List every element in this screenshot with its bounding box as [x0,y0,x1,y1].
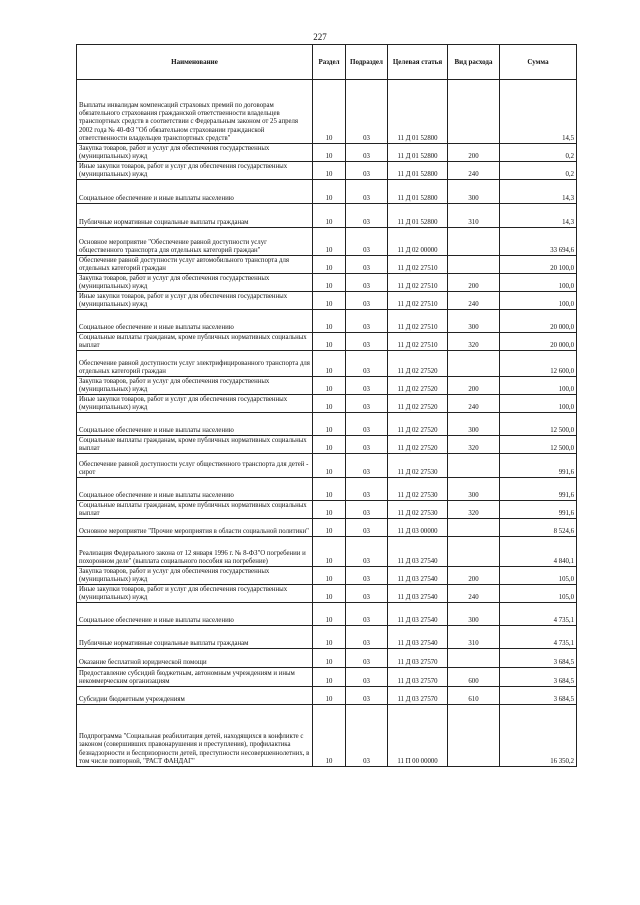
cell-target: 11 Д 03 00000 [388,519,448,537]
cell-subsection: 03 [346,687,388,705]
table-row [77,180,577,204]
cell-subsection: 03 [346,626,388,649]
cell-expense-type [448,537,500,567]
header-section: Раздел [313,45,346,80]
cell-name: Обеспечение равной доступности услуг общественного транспорта для детей - сирот [77,454,313,478]
cell-target: 11 Д 01 52800 [388,180,448,204]
cell-subsection: 03 [346,603,388,626]
cell-subsection: 03 [346,436,388,454]
cell-subsection: 03 [346,454,388,478]
cell-amount: 991,6 [500,454,577,478]
cell-subsection: 03 [346,377,388,395]
cell-amount: 105,0 [500,567,577,585]
cell-target: 11 Д 01 52800 [388,80,448,144]
table-row [77,567,577,585]
cell-subsection: 03 [346,519,388,537]
cell-amount: 16 350,2 [500,705,577,767]
cell-target: 11 Д 03 27570 [388,668,448,687]
cell-expense-type: 240 [448,162,500,180]
cell-section: 10 [313,292,346,310]
cell-amount: 33 694,6 [500,228,577,256]
cell-subsection: 03 [346,274,388,292]
cell-target: 11 Д 02 27520 [388,351,448,377]
cell-section: 10 [313,162,346,180]
table-row [77,705,577,767]
cell-name: Обеспечение равной доступности услуг автомобильного транспорта для отдельных категорий граждан [77,256,313,274]
cell-amount: 991,6 [500,501,577,519]
table-row [77,80,577,144]
cell-expense-type: 240 [448,585,500,603]
cell-target: 11 Д 02 27510 [388,310,448,333]
cell-expense-type: 240 [448,395,500,413]
cell-section: 10 [313,204,346,228]
cell-expense-type: 300 [448,603,500,626]
cell-target: 11 Д 02 27520 [388,395,448,413]
cell-subsection: 03 [346,501,388,519]
cell-subsection: 03 [346,204,388,228]
cell-subsection: 03 [346,80,388,144]
cell-amount: 20 100,0 [500,256,577,274]
cell-target: 11 Д 02 27530 [388,478,448,501]
cell-section: 10 [313,228,346,256]
budget-table [76,44,577,767]
table-row [77,144,577,162]
cell-target: 11 Д 03 27540 [388,603,448,626]
cell-expense-type: 320 [448,333,500,351]
cell-subsection: 03 [346,333,388,351]
cell-section: 10 [313,585,346,603]
header-name: Наименование [77,45,313,80]
cell-amount: 100,0 [500,274,577,292]
cell-amount: 100,0 [500,292,577,310]
cell-name: Субсидии бюджетным учреждениям [77,687,313,705]
table-row [77,274,577,292]
cell-section: 10 [313,351,346,377]
cell-name: Публичные нормативные социальные выплаты гражданам [77,204,313,228]
table-row [77,687,577,705]
cell-name: Основное мероприятие "Прочие мероприятия в области социальной политики" [77,519,313,537]
cell-subsection: 03 [346,649,388,668]
table-row [77,162,577,180]
table-row [77,204,577,228]
cell-name: Предоставление субсидий бюджетным, автономным учреждениям и иным некоммерческим организациям [77,668,313,687]
cell-amount: 100,0 [500,377,577,395]
table-row [77,310,577,333]
cell-name: Иные закупки товаров, работ и услуг для обеспечения государственных (муниципальных) нужд [77,162,313,180]
cell-expense-type: 300 [448,180,500,204]
cell-expense-type: 240 [448,292,500,310]
cell-subsection: 03 [346,256,388,274]
table-row [77,377,577,395]
cell-target: 11 П 00 00000 [388,705,448,767]
header-amount: Сумма [500,45,577,80]
cell-section: 10 [313,395,346,413]
cell-amount: 4 735,1 [500,603,577,626]
cell-target: 11 Д 02 00000 [388,228,448,256]
cell-expense-type [448,454,500,478]
cell-subsection: 03 [346,567,388,585]
table-row [77,436,577,454]
table-row [77,228,577,256]
cell-expense-type: 200 [448,274,500,292]
table-row [77,292,577,310]
cell-target: 11 Д 03 27570 [388,687,448,705]
cell-section: 10 [313,687,346,705]
cell-name: Оказание бесплатной юридической помощи [77,649,313,668]
cell-section: 10 [313,501,346,519]
cell-amount: 105,0 [500,585,577,603]
table-row [77,454,577,478]
table-row [77,413,577,436]
cell-subsection: 03 [346,413,388,436]
cell-section: 10 [313,705,346,767]
cell-subsection: 03 [346,537,388,567]
table-header-row [77,45,577,80]
cell-expense-type [448,256,500,274]
cell-subsection: 03 [346,585,388,603]
cell-expense-type: 610 [448,687,500,705]
cell-name: Иные закупки товаров, работ и услуг для обеспечения государственных (муниципальных) нужд [77,395,313,413]
cell-target: 11 Д 02 27530 [388,501,448,519]
cell-amount: 12 500,0 [500,436,577,454]
cell-target: 11 Д 03 27540 [388,585,448,603]
cell-target: 11 Д 01 52800 [388,162,448,180]
cell-amount: 12 600,0 [500,351,577,377]
cell-subsection: 03 [346,228,388,256]
table-row [77,478,577,501]
cell-section: 10 [313,603,346,626]
cell-amount: 20 000,0 [500,333,577,351]
table-body [77,80,577,767]
table-row [77,333,577,351]
cell-expense-type: 300 [448,310,500,333]
table-row [77,256,577,274]
cell-name: Подпрограмма "Социальная реабилитация детей, находящихся в конфликте с законом (совершивших правонарушения и преступления), профилактика безнадзорности и беспризорности детей, преступности несовершеннолетних, в том числе повторной, "РАСТ ФАНДАГ" [77,705,313,767]
cell-target: 11 Д 02 27530 [388,454,448,478]
cell-section: 10 [313,537,346,567]
cell-expense-type: 320 [448,436,500,454]
cell-subsection: 03 [346,180,388,204]
cell-target: 11 Д 02 27520 [388,436,448,454]
cell-name: Социальное обеспечение и иные выплаты населению [77,310,313,333]
cell-subsection: 03 [346,310,388,333]
cell-expense-type [448,351,500,377]
cell-name: Социальное обеспечение и иные выплаты населению [77,180,313,204]
table-row [77,626,577,649]
cell-subsection: 03 [346,144,388,162]
cell-name: Социальные выплаты гражданам, кроме публичных нормативных социальных выплат [77,501,313,519]
cell-section: 10 [313,567,346,585]
cell-expense-type: 300 [448,478,500,501]
cell-subsection: 03 [346,351,388,377]
cell-name: Закупка товаров, работ и услуг для обеспечения государственных (муниципальных) нужд [77,377,313,395]
cell-name: Закупка товаров, работ и услуг для обеспечения государственных (муниципальных) нужд [77,144,313,162]
cell-name: Основное мероприятие "Обеспечение равной доступности услуг общественного транспорта для отдельных категорий граждан" [77,228,313,256]
cell-section: 10 [313,478,346,501]
cell-amount: 0,2 [500,162,577,180]
header-subsection: Подраздел [346,45,388,80]
cell-section: 10 [313,180,346,204]
cell-section: 10 [313,274,346,292]
table-row [77,351,577,377]
cell-section: 10 [313,519,346,537]
cell-name: Социальное обеспечение и иные выплаты населению [77,478,313,501]
cell-expense-type: 320 [448,501,500,519]
cell-subsection: 03 [346,292,388,310]
cell-target: 11 Д 02 27520 [388,413,448,436]
cell-section: 10 [313,649,346,668]
cell-expense-type: 300 [448,413,500,436]
cell-expense-type [448,649,500,668]
cell-target: 11 Д 02 27510 [388,292,448,310]
cell-subsection: 03 [346,395,388,413]
cell-amount: 14,3 [500,204,577,228]
cell-section: 10 [313,333,346,351]
cell-target: 11 Д 03 27540 [388,626,448,649]
cell-section: 10 [313,668,346,687]
cell-amount: 8 524,6 [500,519,577,537]
cell-section: 10 [313,80,346,144]
table-row [77,585,577,603]
cell-expense-type: 310 [448,204,500,228]
cell-section: 10 [313,436,346,454]
cell-amount: 0,2 [500,144,577,162]
cell-name: Иные закупки товаров, работ и услуг для обеспечения государственных (муниципальных) нужд [77,292,313,310]
cell-amount: 100,0 [500,395,577,413]
cell-name: Обеспечение равной доступности услуг электрифицированного транспорта для отдельных категорий граждан [77,351,313,377]
cell-subsection: 03 [346,705,388,767]
cell-target: 11 Д 02 27520 [388,377,448,395]
cell-section: 10 [313,310,346,333]
cell-amount: 4 840,1 [500,537,577,567]
cell-amount: 3 684,5 [500,687,577,705]
cell-expense-type [448,519,500,537]
cell-target: 11 Д 03 27570 [388,649,448,668]
cell-name: Закупка товаров, работ и услуг для обеспечения государственных (муниципальных) нужд [77,567,313,585]
cell-name: Социальные выплаты гражданам, кроме публичных нормативных социальных выплат [77,333,313,351]
cell-amount: 4 735,1 [500,626,577,649]
cell-target: 11 Д 02 27510 [388,333,448,351]
cell-name: Социальное обеспечение и иные выплаты населению [77,603,313,626]
cell-name: Социальное обеспечение и иные выплаты населению [77,413,313,436]
cell-section: 10 [313,256,346,274]
cell-expense-type [448,705,500,767]
cell-expense-type: 600 [448,668,500,687]
cell-amount: 991,6 [500,478,577,501]
table-row [77,537,577,567]
table-row [77,668,577,687]
cell-expense-type [448,80,500,144]
table-row [77,649,577,668]
cell-name: Закупка товаров, работ и услуг для обеспечения государственных (муниципальных) нужд [77,274,313,292]
cell-expense-type: 200 [448,144,500,162]
cell-amount: 14,3 [500,180,577,204]
header-expense-type: Вид расхода [448,45,500,80]
header-target: Целевая статья [388,45,448,80]
cell-section: 10 [313,413,346,436]
cell-target: 11 Д 01 52800 [388,144,448,162]
cell-subsection: 03 [346,478,388,501]
cell-target: 11 Д 02 27510 [388,274,448,292]
cell-section: 10 [313,626,346,649]
cell-amount: 14,5 [500,80,577,144]
cell-expense-type: 200 [448,377,500,395]
cell-name: Реализация Федерального закона от 12 января 1996 г. № 8-ФЗ"О погребении и похоронном деле" (выплата социального пособия на погребение) [77,537,313,567]
cell-target: 11 Д 03 27540 [388,567,448,585]
cell-subsection: 03 [346,162,388,180]
cell-target: 11 Д 01 52800 [388,204,448,228]
table-row [77,501,577,519]
cell-amount: 3 684,5 [500,649,577,668]
cell-expense-type: 310 [448,626,500,649]
cell-subsection: 03 [346,668,388,687]
cell-amount: 3 684,5 [500,668,577,687]
cell-name: Социальные выплаты гражданам, кроме публичных нормативных социальных выплат [77,436,313,454]
cell-expense-type: 200 [448,567,500,585]
cell-section: 10 [313,144,346,162]
table-row [77,603,577,626]
cell-target: 11 Д 03 27540 [388,537,448,567]
cell-section: 10 [313,454,346,478]
cell-amount: 20 000,0 [500,310,577,333]
cell-amount: 12 500,0 [500,413,577,436]
cell-target: 11 Д 02 27510 [388,256,448,274]
page-number: 227 [313,32,327,42]
cell-name: Публичные нормативные социальные выплаты гражданам [77,626,313,649]
cell-section: 10 [313,377,346,395]
cell-name: Иные закупки товаров, работ и услуг для обеспечения государственных (муниципальных) нужд [77,585,313,603]
table-row [77,519,577,537]
cell-name: Выплаты инвалидам компенсаций страховых премий по договорам обязательного страхования гражданской ответственности владельцев транспортных средств в соответствии с Федеральным законом от 25 апреля 2002 года № 40-ФЗ "Об обязательном страховании гражданской ответственности владельцев транспортных средств" [77,80,313,144]
table-row [77,395,577,413]
cell-expense-type [448,228,500,256]
